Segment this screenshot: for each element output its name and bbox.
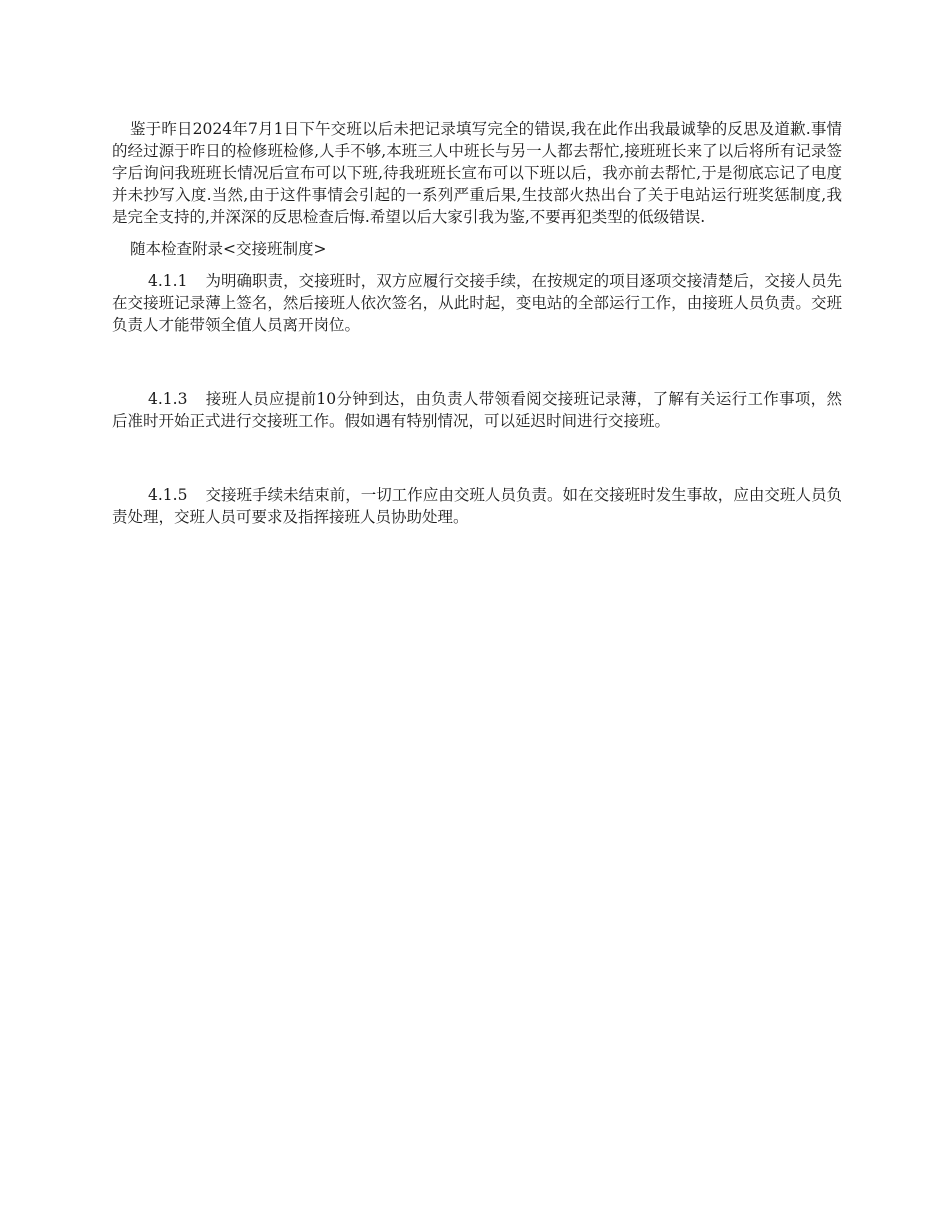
clause-number: 4.1.5 bbox=[148, 486, 188, 504]
clause-number: 4.1.3 bbox=[148, 390, 188, 408]
clause-paragraph bbox=[112, 388, 842, 432]
document-page bbox=[112, 118, 842, 580]
appendix-title: 随本检查附录<交接班制度> bbox=[130, 240, 327, 258]
clause-text: 为明确职责，交接班时，双方应履行交接手续，在按规定的项目逐项交接清楚后，交接人员先在交接班记录薄上签名，然后接班人依次签名，从此时起，变电站的全部运行工作，由接班人员负责。交班负责人才能带领全值人员离开岗位。 bbox=[112, 272, 842, 334]
intro-paragraph: 鉴于昨日2024年7月1日下午交班以后未把记录填写完全的错误,我在此作出我最诚挚的反思及道歉.事情的经过源于昨日的检修班检修,人手不够,本班三人中班长与另一人都去帮忙,接班班长来了以后将所有记录签字后询问我班班长情况后宣布可以下班,待我班班长宣布可以下班以后，我亦前去帮忙,于是彻底忘记了电度并未抄写入度.当然,由于这件事情会引起的一系列严重后果,生技部火热出台了关于电站运行班奖惩制度,我是完全支持的,并深深的反思检查后悔.希望以后大家引我为鉴,不要再犯类型的低级错误. bbox=[112, 120, 842, 226]
clause-paragraph bbox=[112, 270, 842, 336]
clause-number: 4.1.1 bbox=[148, 272, 188, 290]
clause-text: 交接班手续未结束前，一切工作应由交班人员负责。如在交接班时发生事故，应由交班人员负责处理，交班人员可要求及指挥接班人员协助处理。 bbox=[112, 486, 842, 526]
clause-paragraph bbox=[112, 484, 842, 528]
clause-text: 接班人员应提前10分钟到达，由负责人带领看阅交接班记录薄，了解有关运行工作事项，然后准时开始正式进行交接班工作。假如遇有特别情况，可以延迟时间进行交接班。 bbox=[112, 390, 842, 430]
